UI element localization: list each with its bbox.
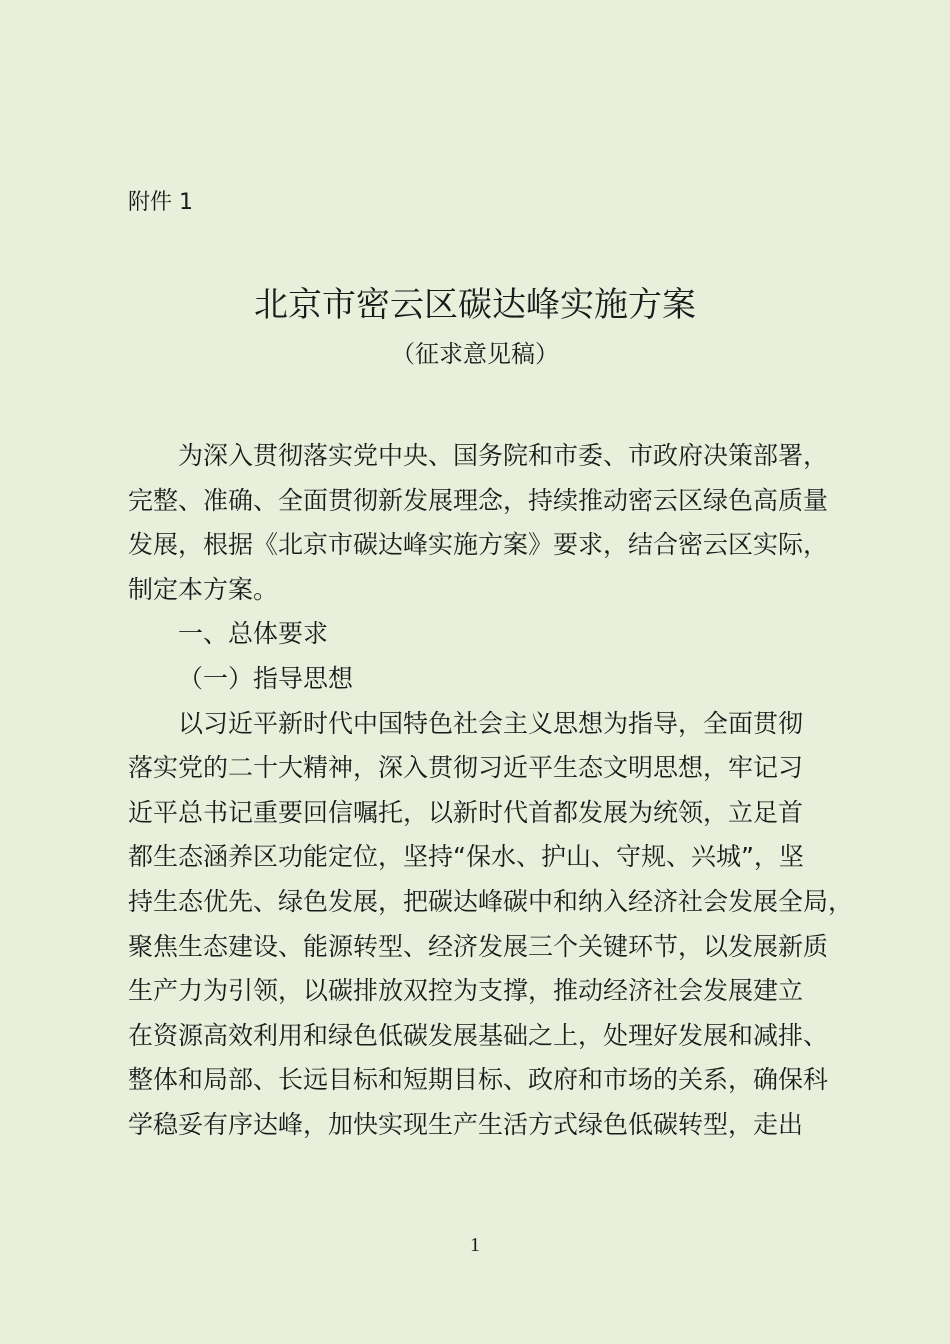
paragraph-intro-line: 完整、准确、全面贯彻新发展理念，持续推动密云区绿色高质量 (128, 485, 829, 515)
attachment-label: 附件 1 (128, 190, 193, 215)
paragraph-guiding-line: 聚焦生态建设、能源转型、经济发展三个关键环节，以发展新质 (128, 931, 829, 961)
subsection-heading: （一）指导思想 (178, 663, 354, 693)
paragraph-guiding-line: 学稳妥有序达峰，加快实现生产生活方式绿色低碳转型，走出 (128, 1109, 804, 1139)
paragraph-guiding-line: 整体和局部、长远目标和短期目标、政府和市场的关系，确保科 (128, 1065, 829, 1095)
paragraph-guiding-line: 都生态涵养区功能定位，坚持“保水、护山、守规、兴城”，坚 (128, 842, 804, 872)
paragraph-intro-line: 制定本方案。 (128, 574, 279, 604)
paragraph-intro-line: 为深入贯彻落实党中央、国务院和市委、市政府决策部署， (178, 441, 829, 470)
paragraph-guiding-line: 持生态优先、绿色发展，把碳达峰碳中和纳入经济社会发展全局， (128, 886, 854, 916)
paragraph-guiding-line: 在资源高效利用和绿色低碳发展基础之上，处理好发展和减排、 (128, 1020, 829, 1050)
paragraph-intro-line: 发展，根据《北京市碳达峰实施方案》要求，结合密云区实际， (128, 530, 829, 560)
document-subtitle: （征求意见稿） (391, 340, 559, 368)
paragraph-guiding-line: 落实党的二十大精神，深入贯彻习近平生态文明思想，牢记习 (128, 753, 804, 783)
page-number: 1 (470, 1234, 480, 1256)
document-body (128, 434, 854, 1148)
paragraph-guiding-line: 以习近平新时代中国特色社会主义思想为指导，全面贯彻 (178, 708, 804, 738)
document-title: 北京市密云区碳达峰实施方案 (254, 285, 696, 325)
paragraph-guiding-line: 生产力为引领，以碳排放双控为支撑，推动经济社会发展建立 (128, 976, 804, 1006)
paragraph-guiding-line: 近平总书记重要回信嘱托，以新时代首都发展为统领，立足首 (128, 797, 804, 827)
section-heading: 一、总体要求 (178, 619, 329, 649)
